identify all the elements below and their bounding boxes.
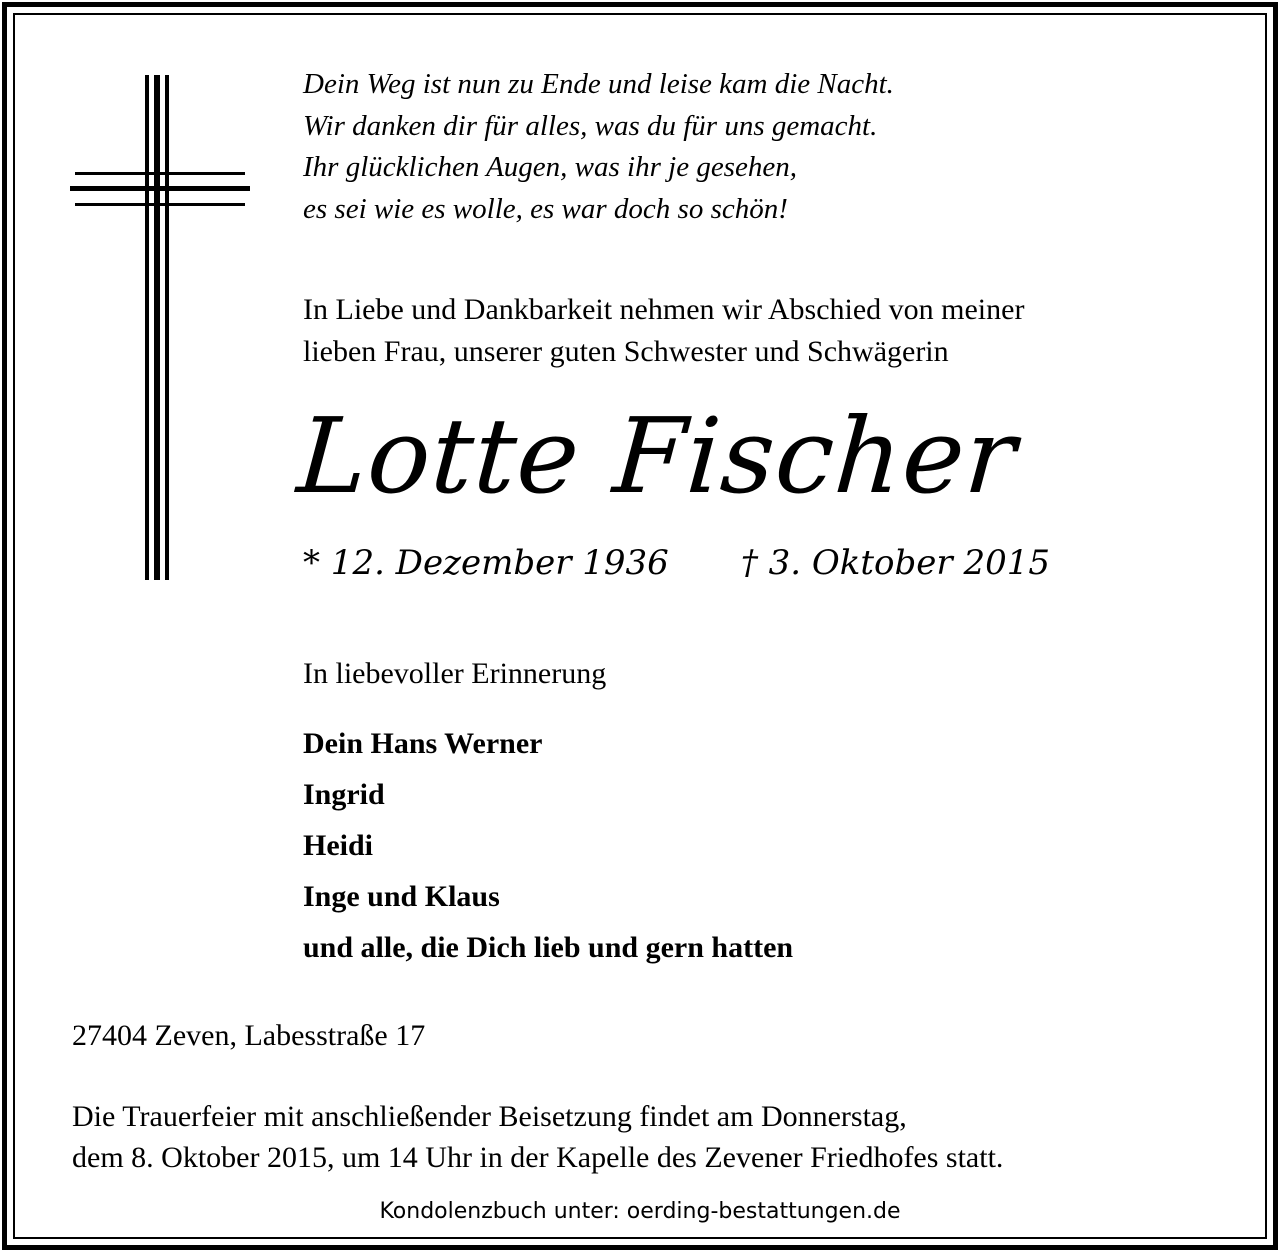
deceased-name: Lotte Fischer [293,395,1021,517]
life-dates [303,540,1050,586]
poem-line: es sei wie es wolle, es war doch so schön! [303,192,788,225]
death-date: † 3. Oktober 2015 [740,543,1050,583]
intro-text [303,289,1223,373]
poem-line: Wir danken dir für alles, was du für uns gemacht. [303,109,878,142]
memory-text: In liebevoller Erinnerung [303,657,607,690]
poem [303,64,1203,230]
mourner: Dein Hans Werner [303,727,543,760]
birth-date: * 12. Dezember 1936 [303,543,669,583]
mourners-list [303,718,793,973]
mourner: Inge und Klaus [303,880,500,913]
mourner: und alle, die Dich lieb und gern hatten [303,931,794,964]
mourner: Heidi [303,829,374,862]
poem-line: Ihr glücklichen Augen, was ihr je gesehen, [303,151,797,183]
cross-icon [70,75,250,580]
mourner: Ingrid [303,778,385,811]
ceremony-info [72,1096,1003,1178]
address: 27404 Zeven, Labesstraße 17 [72,1019,426,1052]
ceremony-line: dem 8. Oktober 2015, um 14 Uhr in der Kapelle des Zevener Friedhofes statt. [72,1141,1004,1174]
ceremony-line: Die Trauerfeier mit anschließender Beisetzung findet am Donnerstag, [72,1100,907,1133]
intro-line: In Liebe und Dankbarkeit nehmen wir Abschied von meiner [303,293,1025,326]
intro-line: lieben Frau, unserer guten Schwester und Schwägerin [303,335,949,368]
condolence-book-link[interactable]: Kondolenzbuch unter: oerding-bestattungen.de [379,1199,901,1224]
poem-line: Dein Weg ist nun zu Ende und leise kam die Nacht. [303,68,894,100]
